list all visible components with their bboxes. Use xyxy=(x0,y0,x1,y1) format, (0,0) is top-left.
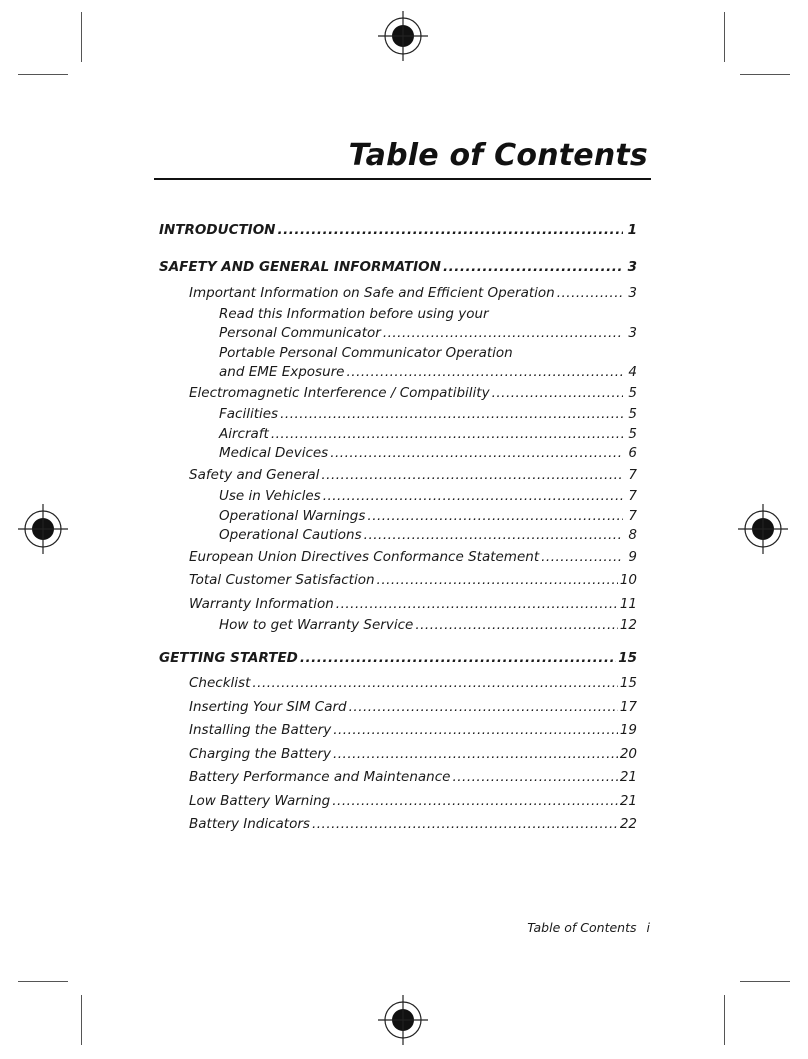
toc-entry-medical-devices[interactable]: Medical Devices ..... 6 xyxy=(219,444,637,462)
toc-entry-installing-battery[interactable]: Installing the Battery ..... 19 xyxy=(189,721,637,739)
toc-entry-operational-warnings[interactable]: Operational Warnings ..... 7 xyxy=(219,507,637,525)
page-number: i xyxy=(646,920,650,935)
toc-entry-sim-card[interactable]: Inserting Your SIM Card ..... 17 xyxy=(189,698,637,716)
toc-entry-emi[interactable]: Electromagnetic Interference / Compatibility ..... 5 xyxy=(189,384,637,402)
toc-entry-introduction[interactable]: INTRODUCTION ..... 1 xyxy=(159,221,637,239)
toc-entry-eme-line1[interactable]: Portable Personal Communicator Operation xyxy=(219,345,513,361)
toc-entry-safety[interactable]: SAFETY AND GENERAL INFORMATION ..... 3 xyxy=(159,258,637,276)
toc-entry-aircraft[interactable]: Aircraft ..... 5 xyxy=(219,425,637,443)
toc-entry-checklist[interactable]: Checklist ..... 15 xyxy=(189,674,637,692)
toc-entry-customer-satisfaction[interactable]: Total Customer Satisfaction ..... 10 xyxy=(189,571,637,589)
page-title: Table of Contents xyxy=(348,138,648,173)
toc-entry-read-info-line2[interactable]: Personal Communicator ..... 3 xyxy=(219,324,637,342)
toc-entry-important-info[interactable]: Important Information on Safe and Efficient Operation ..... 3 xyxy=(189,284,637,302)
page-footer xyxy=(527,920,650,935)
toc-entry-safety-general[interactable]: Safety and General ..... 7 xyxy=(189,466,637,484)
toc-entry-low-battery[interactable]: Low Battery Warning ..... 21 xyxy=(189,792,637,810)
toc-entry-operational-cautions[interactable]: Operational Cautions ..... 8 xyxy=(219,526,637,544)
toc-entry-read-info-line1[interactable]: Read this Information before using your xyxy=(219,306,489,322)
toc-entry-eme-line2[interactable]: and EME Exposure ..... 4 xyxy=(219,363,637,381)
toc-entry-battery-indicators[interactable]: Battery Indicators ..... 22 xyxy=(189,815,637,833)
toc-entry-warranty[interactable]: Warranty Information ..... 11 xyxy=(189,595,637,613)
toc-entry-facilities[interactable]: Facilities ..... 5 xyxy=(219,405,637,423)
toc-entry-eu-directives[interactable]: European Union Directives Conformance Statement ..... 9 xyxy=(189,548,637,566)
footer-label: Table of Contents xyxy=(527,920,637,935)
toc-entry-battery-performance[interactable]: Battery Performance and Maintenance ..... 21 xyxy=(189,768,637,786)
toc-entry-charging-battery[interactable]: Charging the Battery ..... 20 xyxy=(189,745,637,763)
toc-entry-use-in-vehicles[interactable]: Use in Vehicles ..... 7 xyxy=(219,487,637,505)
toc-entry-getting-started[interactable]: GETTING STARTED ..... 15 xyxy=(159,649,637,667)
toc-entry-warranty-service[interactable]: How to get Warranty Service ..... 12 xyxy=(219,616,637,634)
